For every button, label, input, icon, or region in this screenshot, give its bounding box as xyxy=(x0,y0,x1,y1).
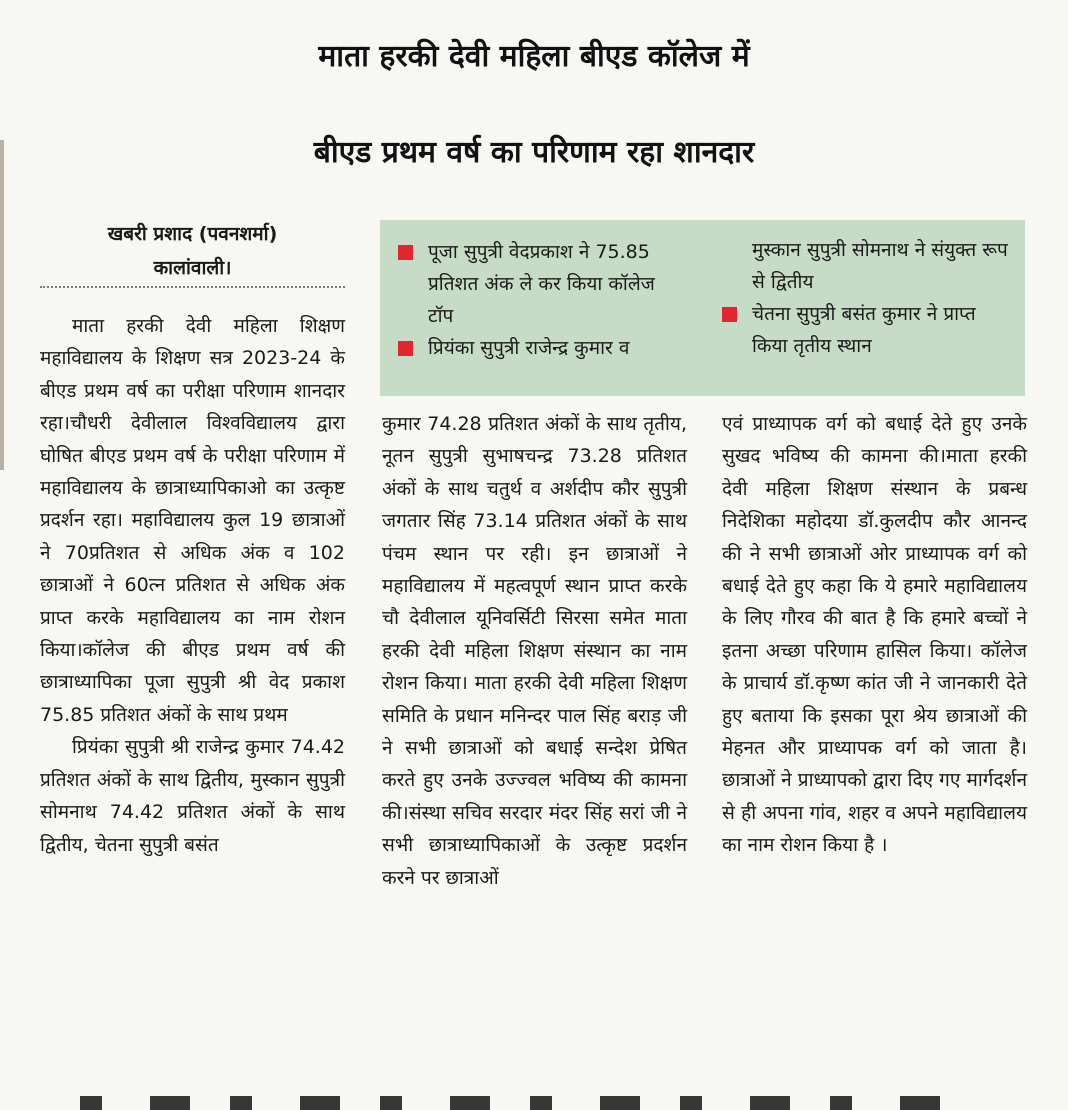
red-square-bullet-icon xyxy=(722,307,737,322)
article-column-3 xyxy=(722,408,1027,862)
article-column-2 xyxy=(382,408,687,894)
headline-line-2: बीएड प्रथम वर्ष का परिणाम रहा शानदार xyxy=(313,135,755,170)
byline-place: कालांवाली। xyxy=(153,257,232,279)
highlight-item xyxy=(720,298,1010,362)
left-edge-strip xyxy=(0,140,4,470)
red-square-bullet-icon xyxy=(398,245,413,260)
highlight-item xyxy=(396,332,686,364)
highlight-item xyxy=(396,236,686,332)
headline-line-1: माता हरकी देवी महिला बीएड कॉलेज में xyxy=(318,39,750,74)
highlights-right-column xyxy=(720,234,1010,362)
highlights-left-column xyxy=(396,236,686,364)
article-paragraph: एवं प्राध्यापक वर्ग को बधाई देते हुए उनके सुखद भविष्य की कामना की।माता हरकी देवी महिला शिक्षण संस्थान के प्रबन्ध निदेशिका महोदया डॉ.कुलदीप कौर आनन्द की ने सभी छात्राओं ओर प्राध्यापक वर्ग को बधाई देते हुए कहा कि ये हमारे महाविद्यालय के लिए गौरव की बात है कि हमारे बच्चों ने इतना अच्छा परिणाम हासिल किया। कॉलेज के प्राचार्य डॉ.कृष्ण कांत जी ने जानकारी देते हुए बताया कि इसका पूरा श्रेय छात्राओं की मेहनत और प्राध्यापक वर्ग को जाता है। छात्राओं ने प्राध्यापको द्वारा दिए गए मार्गदर्शन से ही अपना गांव, शहर व अपने महाविद्यालय का नाम रोशन किया है । xyxy=(722,413,1027,857)
byline-reporter: खबरी प्रशाद (पवनशर्मा) xyxy=(107,223,278,245)
article-column-1 xyxy=(40,310,345,861)
highlight-text: पूजा सुपुत्री वेदप्रकाश ने 75.85 प्रतिशत अंक ले कर किया कॉलेज टॉप xyxy=(428,241,655,327)
article-paragraph: माता हरकी देवी महिला शिक्षण महाविद्यालय के शिक्षण सत्र 2023-24 के बीएड प्रथम वर्ष का परीक्षा परिणाम शानदार रहा।चौधरी देवीलाल विश्वविद्यालय द्वारा घोषित बीएड प्रथम वर्ष के परीक्षा परिणाम में महाविद्यालय के छात्राध्यापिकाओ का उत्कृष्ट प्रदर्शन रहा। महाविद्यालय कुल 19 छात्राओं ने 70प्रतिशत से अधिक अंक व 102 छात्राओं ने 60त्न प्रतिशत से अधिक अंक प्राप्त करके महाविद्यालय का नाम रोशन किया।कॉलेज की बीएड प्रथम वर्ष की छात्राध्यापिका पूजा सुपुत्री श्री वेद प्रकाश 75.85 प्रतिशत अंकों के साथ प्रथम xyxy=(40,315,345,726)
highlights-box xyxy=(380,220,1025,396)
article-paragraph: प्रियंका सुपुत्री श्री राजेन्द्र कुमार 74.42 प्रतिशत अंकों के साथ द्वितीय, मुस्कान सुपुत्री सोमनाथ 74.42 प्रतिशत अंकों के साथ द्वितीय, चेतना सुपुत्री बसंत xyxy=(40,736,345,856)
article-paragraph: कुमार 74.28 प्रतिशत अंकों के साथ तृतीय, नूतन सुपुत्री सुभाषचन्द्र 73.28 प्रतिशत अंकों के साथ चतुर्थ व अर्शदीप कौर सुपुत्री जगतार सिंह 73.14 प्रतिशत अंकों के साथ पंचम स्थान पर रही। इन छात्राओं ने महाविद्यालय में महत्वपूर्ण स्थान प्राप्त करके चौ देवीलाल यूनिवर्सिटी सिरसा समेत माता हरकी देवी महिला शिक्षण संस्थान का नाम रोशन किया। माता हरकी देवी महिला शिक्षण समिति के प्रधान मनिन्दर पाल सिंह बराड़ जी ने सभी छात्राओं को बधाई सन्देश प्रेषित करते हुए उनके उज्ज्वल भविष्य की कामना की।संस्था सचिव सरदार मंदर सिंह सरां जी ने सभी छात्राध्यापिकाओं के उत्कृष्ट प्रदर्शन करने पर छात्राओं xyxy=(382,413,687,889)
next-headline-cropped xyxy=(80,1086,980,1110)
highlight-continuation: मुस्कान सुपुत्री सोमनाथ ने संयुक्त रूप से द्वितीय xyxy=(752,239,1008,293)
highlight-text: चेतना सुपुत्री बसंत कुमार ने प्राप्त किया तृतीय स्थान xyxy=(752,303,976,357)
red-square-bullet-icon xyxy=(398,341,413,356)
highlight-text: प्रियंका सुपुत्री राजेन्द्र कुमार व xyxy=(428,337,630,359)
byline-divider xyxy=(40,286,345,288)
